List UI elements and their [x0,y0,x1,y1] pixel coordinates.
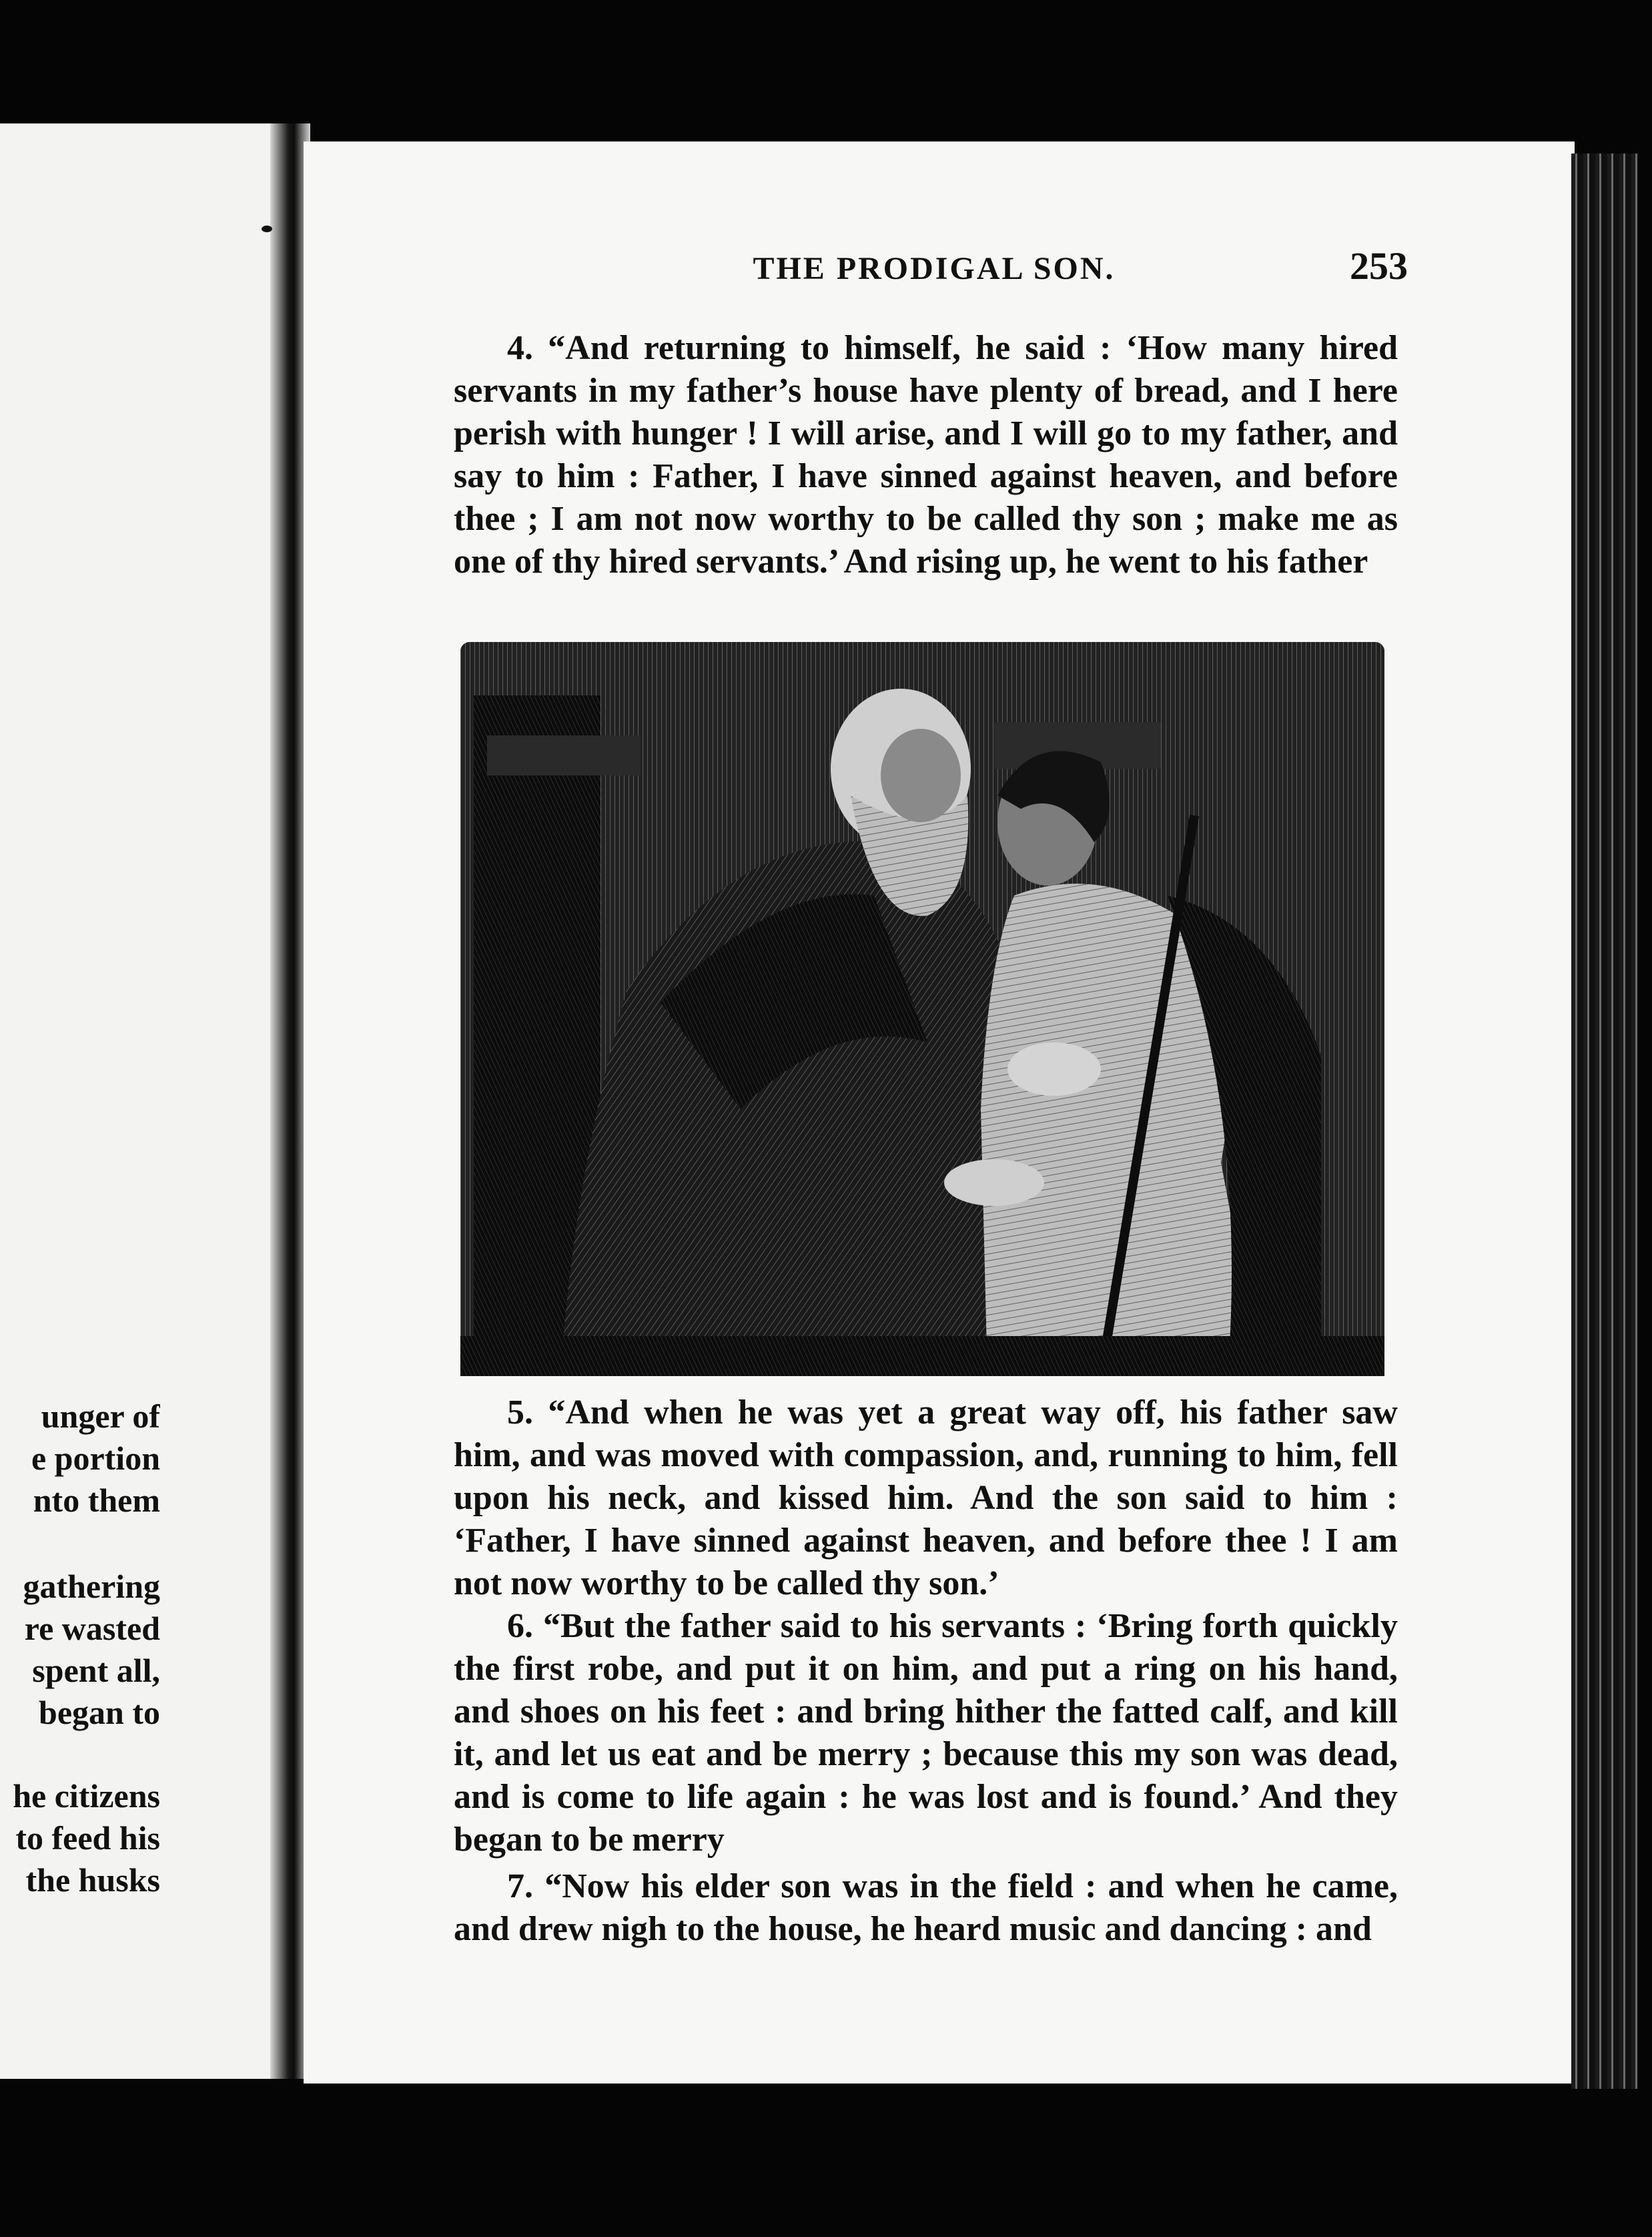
left-page-line: gathering [23,1568,160,1605]
left-page-line: unger of [41,1397,160,1435]
left-page-line: the husks [25,1861,160,1899]
left-page-line: spent all, [32,1652,160,1689]
paragraph-6: 6. “But the father said to his servants : ‘Bring forth quickly the first robe, and put it on him, and put a ring on his hand, and shoes on his feet : and bring hither the fatted calf, and kill it, and let us eat and be merry ; because this my son was dead, and is come to life again : he was lost and is found.’ And they began to be merry [454,1607,1398,1859]
left-page-line: nto them [33,1482,160,1519]
left-page-line: e portion [31,1440,160,1477]
book-edge [1571,153,1638,2089]
running-head: THE PRODIGAL SON. [753,251,1116,286]
engraving-father-embracing-son [460,642,1384,1376]
left-page [0,123,274,2079]
page-number: 253 [1350,244,1408,288]
left-page-line: he citizens [13,1777,160,1815]
ink-mark [262,226,272,232]
engraving-illustration [460,642,1384,1376]
left-page-line: began to [39,1694,160,1731]
paragraph-4: 4. “And returning to himself, he said : ‘How many hired servants in my father’s house have plenty of bread, and I here perish with hunger ! I will arise, and I will go to my father, and say to him : Father, I have sinned against heaven, and before thee ; I am not now worthy to be called thy son ; make me as one of thy hired servants.’ And rising up, he went to his father [454,329,1398,581]
left-page-line: to feed his [15,1819,160,1857]
left-page-line: re wasted [24,1610,160,1647]
paragraph-5: 5. “And when he was yet a great way off, his father saw him, and was moved with compassion, and, running to him, fell upon his neck, and kissed him. And the son said to him : ‘Father, I have sinned against heaven, and before thee ! I am not now worthy to be called thy son.’ [454,1393,1398,1602]
paragraph-7: 7. “Now his elder son was in the field : and when he came, and drew nigh to the house, he heard music and dancing : and [454,1867,1398,1948]
